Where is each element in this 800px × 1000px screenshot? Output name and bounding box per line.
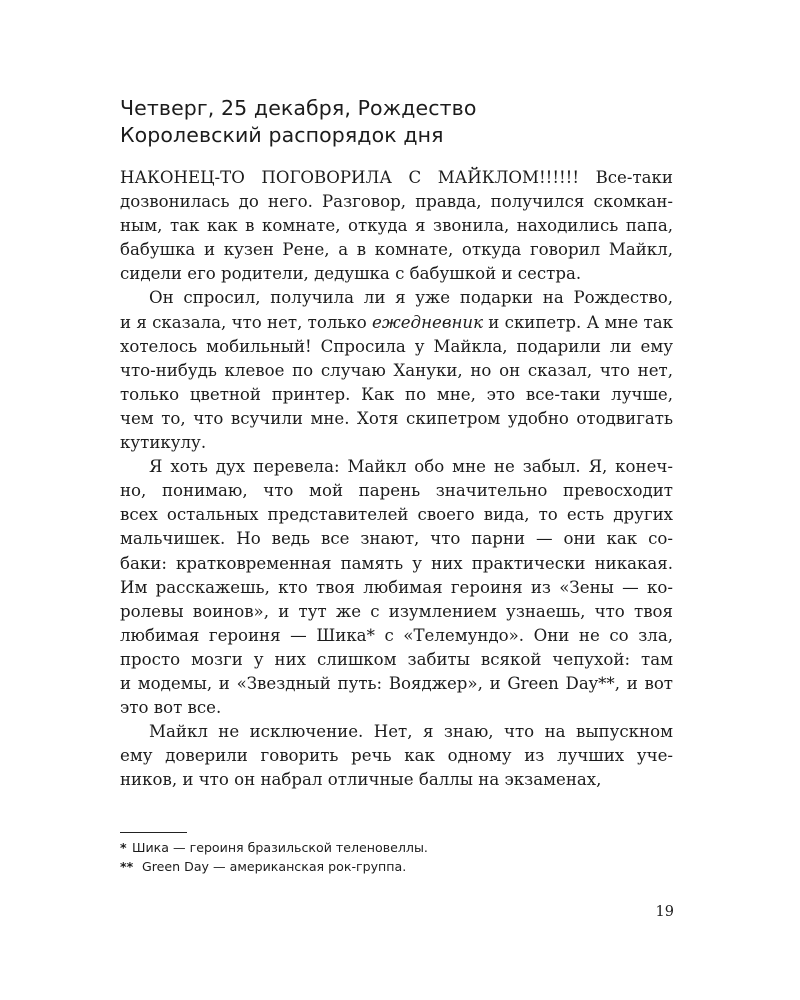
footnote-2 (120, 859, 720, 875)
text-fragment: и скипетр. А мне так (483, 312, 673, 332)
text-line: ников, и что он набрал отличные баллы на экзаменах, (120, 770, 602, 790)
footnote-divider (120, 832, 187, 833)
text-line: баки: кратковременная память у них практически никакая. (120, 553, 673, 573)
chapter-date-heading: Четверг, 25 декабря, Рождество (120, 96, 477, 120)
text-line: и модемы, и «Звездный путь: Вояджер», и Green Day**, и вот (120, 673, 673, 693)
text-line: ему доверили говорить речь как одному из лучших уче- (120, 746, 673, 766)
footnote-marker: * (120, 840, 127, 855)
footnote-text: Green Day — американская рок-группа. (142, 859, 407, 874)
text-line: любимая героиня — Шика* с «Телемундо». Они не со зла, (120, 625, 673, 645)
body-text (120, 166, 673, 792)
paragraph (120, 166, 673, 286)
text-line: ролевы воинов», и тут же с изумлением узнаешь, что твоя (120, 601, 673, 621)
page-number: 19 (655, 904, 674, 920)
text-line: Им расскажешь, кто твоя любимая героиня из «Зены — ко- (120, 577, 673, 597)
paragraph (120, 455, 673, 720)
text-line: дозвонилась до него. Разговор, правда, получился скомкан- (120, 192, 673, 212)
text-line: НАКОНЕЦ-ТО ПОГОВОРИЛА С МАЙКЛОМ!!!!!! Все-таки (120, 168, 673, 187)
text-fragment: и я сказала, что нет, только (120, 312, 373, 332)
text-line: мальчишек. Но ведь все знают, что парни — они как со- (120, 529, 673, 549)
text-line: просто мозги у них слишком забиты всякой чепухой: там (120, 649, 673, 669)
text-line: Майкл не исключение. Нет, я знаю, что на выпускном (149, 722, 673, 742)
footnote-text: Шика — героиня бразильской теленовеллы. (132, 840, 428, 855)
text-line: бабушка и кузен Рене, а в комнате, откуда говорил Майкл, (120, 240, 673, 260)
text-line: кутикулу. (120, 433, 207, 453)
text-line: чем то, что всучили мне. Хотя скипетром удобно отодвигать (120, 408, 673, 428)
text-line: ным, так как в комнате, откуда я звонила, находились папа, (120, 216, 673, 236)
text-line: всех остальных представителей своего вида, то есть других (120, 505, 673, 525)
text-line: Он спросил, получила ли я уже подарки на Рождество, (149, 288, 673, 308)
text-line: но, понимаю, что мой парень значительно превосходит (120, 481, 673, 501)
text-line: Я хоть дух перевела: Майкл обо мне не забыл. Я, конеч- (149, 457, 673, 477)
footnote-1 (120, 840, 720, 856)
footnote-marker: ** (120, 859, 134, 874)
paragraph (120, 286, 673, 455)
text-line: хотелось мобильный! Спросила у Майкла, подарили ли ему (120, 336, 673, 356)
text-line: это вот все. (120, 698, 222, 718)
paragraph (120, 720, 673, 792)
text-line: только цветной принтер. Как по мне, это все-таки лучше, (120, 384, 673, 404)
text-line: сидели его родители, дедушка с бабушкой и сестра. (120, 264, 582, 284)
emphasized-word: ежедневник (372, 312, 484, 332)
chapter-subtitle-heading: Королевский распорядок дня (120, 123, 444, 147)
text-line: что-нибудь клевое по случаю Хануки, но он сказал, что нет, (120, 360, 673, 380)
text-line (120, 311, 673, 335)
